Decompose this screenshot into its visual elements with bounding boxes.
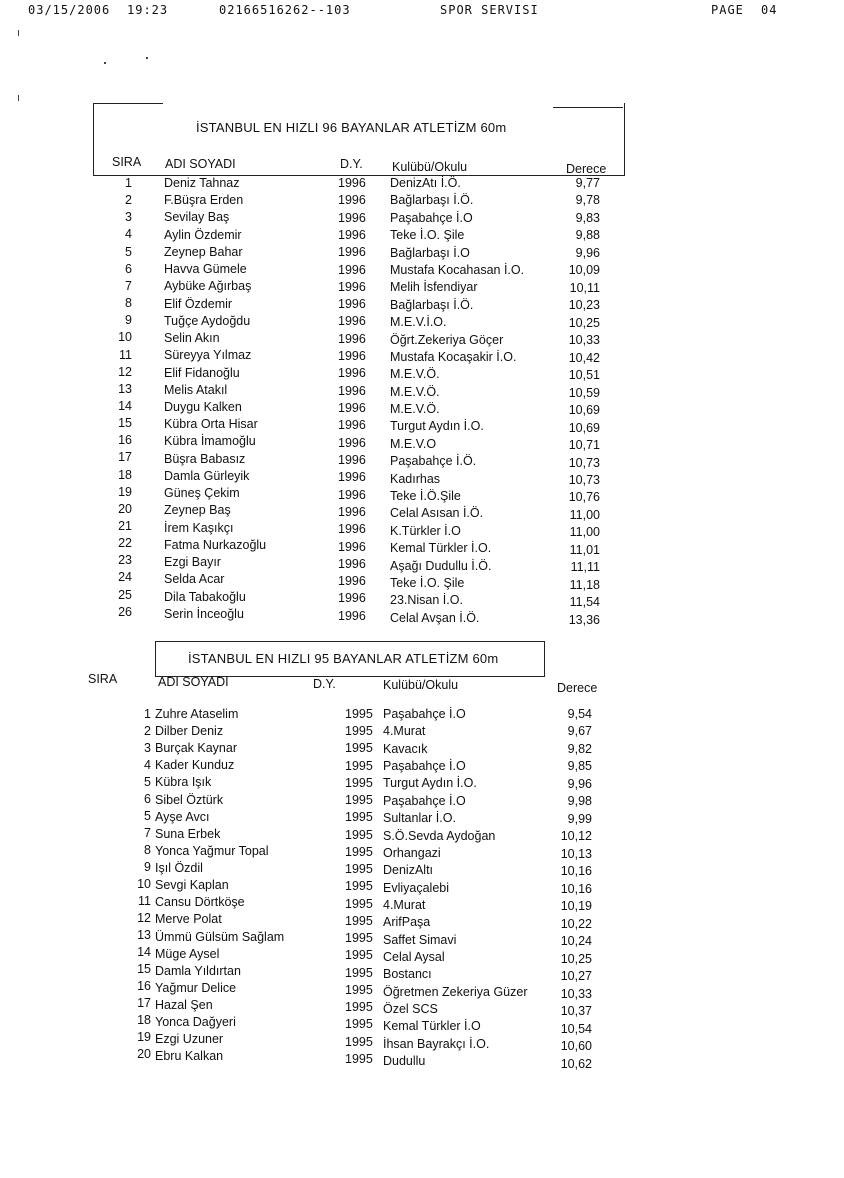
cell-rank: 15 <box>118 416 132 431</box>
cell-name: F.Büşra Erden <box>164 193 244 208</box>
cell-rank: 12 <box>118 364 132 379</box>
cell-club: Bağlarbaşı İ.Ö. <box>390 193 474 208</box>
cell-name: Müge Aysel <box>155 946 220 961</box>
cell-rank: 18 <box>118 467 132 482</box>
cell-rank: 6 <box>144 792 151 806</box>
cell-name: Sevilay Baş <box>164 210 230 225</box>
cell-rank: 5 <box>144 775 151 789</box>
cell-score: 9,85 <box>567 759 592 774</box>
cell-club: Melih İsfendiyar <box>390 280 478 295</box>
table1-title: İSTANBUL EN HIZLI 96 BAYANLAR ATLETİZM 60m <box>196 120 507 135</box>
cell-club: 4.Murat <box>383 897 426 912</box>
cell-name: Hazal Şen <box>155 998 213 1013</box>
cell-year: 1996 <box>338 366 366 381</box>
cell-rank: 4 <box>144 758 151 772</box>
cell-year: 1995 <box>345 948 373 963</box>
cell-club: Mustafa Kocaşakir İ.O. <box>390 349 517 364</box>
cell-rank: 25 <box>118 587 132 602</box>
cell-club: Evliyaçalebi <box>383 880 450 895</box>
cell-club: Paşabahçe İ.O <box>390 210 473 225</box>
cell-score: 10,33 <box>568 333 600 348</box>
cell-rank: 15 <box>137 962 151 976</box>
cell-name: Dila Tabakoğlu <box>164 589 246 604</box>
cell-name: Zuhre Ataselim <box>155 707 239 721</box>
cell-name: Ayşe Avcı <box>155 809 210 824</box>
cell-year: 1996 <box>338 401 366 416</box>
cell-rank: 1 <box>125 176 132 190</box>
cell-rank: 20 <box>118 501 132 516</box>
cell-score: 10,37 <box>560 1004 592 1019</box>
scan-speck <box>146 57 148 59</box>
cell-score: 13,36 <box>568 612 600 627</box>
table1-header-name: ADI SOYADI <box>165 157 236 171</box>
cell-name: Melis Atakıl <box>164 382 228 397</box>
cell-club: Paşabahçe İ.Ö. <box>390 454 477 469</box>
cell-name: Tuğçe Aydoğdu <box>164 313 251 328</box>
cell-name: Selin Akın <box>164 331 220 346</box>
table1-header-score: Derece <box>566 162 607 176</box>
cell-year: 1996 <box>338 487 366 502</box>
cell-club: Turgut Aydın İ.O. <box>383 776 477 791</box>
cell-club: Kadırhas <box>390 471 441 486</box>
cell-rank: 5 <box>125 244 132 259</box>
cell-year: 1996 <box>338 539 366 554</box>
cell-name: Güneş Çekim <box>164 486 240 501</box>
cell-name: Suna Erbek <box>155 826 221 841</box>
cell-club: Sultanlar İ.O. <box>383 811 456 826</box>
cell-name: Selda Acar <box>164 572 225 587</box>
cell-year: 1996 <box>338 435 366 450</box>
cell-club: Aşağı Dudullu İ.Ö. <box>390 558 492 573</box>
fax-header <box>0 3 844 19</box>
fax-sender: SPOR SERVISI <box>440 3 539 17</box>
cell-score: 9,98 <box>567 794 592 809</box>
cell-name: Yağmur Delice <box>155 980 237 995</box>
cell-year: 1996 <box>338 591 366 606</box>
cell-score: 10,73 <box>568 455 600 470</box>
cell-score: 9,88 <box>575 228 600 243</box>
cell-year: 1995 <box>345 1051 373 1066</box>
cell-score: 10,73 <box>568 472 600 487</box>
cell-score: 9,54 <box>567 707 592 721</box>
cell-club: 23.Nisan İ.O. <box>390 593 463 608</box>
cell-rank: 16 <box>118 433 132 448</box>
cell-score: 10,22 <box>560 916 592 931</box>
cell-rank: 20 <box>137 1047 151 1061</box>
cell-rank: 9 <box>125 313 132 328</box>
cell-score: 9,96 <box>567 776 592 791</box>
cell-name: Süreyya Yılmaz <box>164 348 252 363</box>
table2-header-score: Derece <box>557 681 598 695</box>
cell-year: 1996 <box>338 504 366 519</box>
cell-name: Damla Gürleyik <box>164 468 250 483</box>
cell-year: 1996 <box>338 193 366 208</box>
cell-year: 1995 <box>345 1034 373 1049</box>
cell-club: Teke İ.Ö.Şile <box>390 489 461 504</box>
cell-rank: 8 <box>125 296 132 311</box>
cell-club: Celal Avşan İ.Ö. <box>390 610 480 625</box>
table1-frame-top-left <box>93 103 163 104</box>
cell-club: Orhangazi <box>383 845 441 860</box>
cell-score: 11,01 <box>569 542 600 557</box>
cell-club: ArifPaşa <box>383 915 431 930</box>
cell-score: 10,71 <box>568 438 600 453</box>
cell-club: 4.Murat <box>383 724 426 739</box>
cell-year: 1996 <box>338 383 366 398</box>
cell-club: Öğrt.Zekeriya Göçer <box>390 332 504 347</box>
cell-name: Deniz Tahnaz <box>164 176 240 190</box>
cell-year: 1996 <box>338 227 366 242</box>
cell-name: Merve Polat <box>155 912 222 927</box>
cell-club: Bostancı <box>383 967 432 982</box>
cell-score: 10,11 <box>569 280 600 295</box>
cell-score: 10,62 <box>560 1056 592 1071</box>
cell-name: Duygu Kalken <box>164 399 242 414</box>
cell-name: Ezgi Bayır <box>164 555 221 570</box>
cell-year: 1995 <box>345 1000 373 1015</box>
cell-club: Özel SCS <box>383 1002 438 1017</box>
cell-rank: 6 <box>125 261 132 276</box>
cell-rank: 19 <box>137 1030 151 1044</box>
cell-year: 1996 <box>338 452 366 467</box>
cell-club: Kavacık <box>383 741 428 756</box>
table1-header-club: Kulübü/Okulu <box>392 160 468 174</box>
cell-score: 9,99 <box>567 811 592 826</box>
cell-year: 1996 <box>338 349 366 364</box>
scan-speck <box>18 95 19 101</box>
cell-club: Celal Aysal <box>383 950 445 965</box>
cell-club: K.Türkler İ.O <box>390 523 461 538</box>
cell-year: 1995 <box>345 758 373 773</box>
cell-name: Zeynep Bahar <box>164 244 243 259</box>
cell-name: Fatma Nurkazoğlu <box>164 537 267 552</box>
cell-name: Sevgi Kaplan <box>155 878 229 893</box>
cell-name: Yonca Yağmur Topal <box>155 843 269 858</box>
cell-year: 1996 <box>338 245 366 260</box>
cell-rank: 13 <box>118 381 132 396</box>
cell-score: 10,09 <box>568 263 600 278</box>
cell-club: Bağlarbaşı İ.Ö. <box>390 297 474 312</box>
cell-rank: 3 <box>125 210 132 225</box>
cell-name: Kübra İmamoğlu <box>164 434 256 449</box>
cell-year: 1995 <box>345 810 373 825</box>
cell-rank: 8 <box>144 843 151 857</box>
cell-score: 10,19 <box>560 899 592 914</box>
table2-header-name: ADI SOYADI <box>158 675 229 689</box>
cell-name: Aybüke Ağırbaş <box>164 279 252 294</box>
cell-rank: 11 <box>138 894 151 908</box>
scan-speck <box>18 30 19 36</box>
cell-rank: 12 <box>137 911 151 925</box>
cell-year: 1996 <box>338 314 366 329</box>
cell-score: 10,42 <box>568 350 600 365</box>
cell-rank: 11 <box>119 347 132 362</box>
cell-name: Ümmü Gülsüm Sağlam <box>155 929 285 944</box>
cell-club: Kemal Türkler İ.O. <box>390 541 492 556</box>
cell-club: Paşabahçe İ.O <box>383 759 466 774</box>
cell-year: 1996 <box>338 210 366 225</box>
cell-score: 10,69 <box>568 420 600 435</box>
cell-score: 10,16 <box>560 864 592 879</box>
fax-date: 03/15/2006 <box>28 3 111 17</box>
cell-score: 10,60 <box>560 1039 592 1054</box>
cell-score: 9,96 <box>575 245 600 260</box>
cell-rank: 2 <box>144 724 151 738</box>
cell-year: 1996 <box>338 279 366 294</box>
cell-score: 11,00 <box>569 507 600 522</box>
cell-year: 1995 <box>345 965 373 980</box>
cell-name: Dilber Deniz <box>155 724 224 739</box>
cell-rank: 5 <box>144 809 151 823</box>
cell-club: Bağlarbaşı İ.O <box>390 245 470 260</box>
cell-rank: 24 <box>118 570 132 585</box>
cell-score: 10,33 <box>560 986 592 1001</box>
fax-time: 19:23 <box>127 3 169 17</box>
cell-rank: 7 <box>125 278 132 293</box>
cell-year: 1995 <box>345 775 373 790</box>
cell-rank: 17 <box>118 450 132 465</box>
cell-score: 10,54 <box>560 1021 592 1036</box>
cell-year: 1995 <box>345 879 373 894</box>
cell-club: Öğretmen Zekeriya Güzer <box>383 984 528 999</box>
cell-rank: 21 <box>118 519 132 533</box>
cell-year: 1995 <box>345 741 373 756</box>
cell-score: 9,77 <box>575 176 600 190</box>
cell-year: 1995 <box>345 844 373 859</box>
cell-year: 1995 <box>345 707 373 721</box>
cell-club: Kemal Türkler İ.O <box>383 1019 481 1034</box>
cell-rank: 7 <box>144 826 151 840</box>
cell-name: Zeynep Baş <box>164 503 231 518</box>
cell-name: Cansu Dörtköşe <box>155 895 245 910</box>
cell-name: Burçak Kaynar <box>155 741 237 756</box>
cell-name: Ezgi Uzuner <box>155 1032 224 1047</box>
cell-year: 1995 <box>345 931 373 946</box>
cell-year: 1995 <box>345 982 373 997</box>
table1-header-rank: SIRA <box>112 155 142 169</box>
cell-rank: 22 <box>118 536 132 551</box>
cell-club: Teke İ.O. Şile <box>390 228 465 243</box>
cell-score: 10,16 <box>560 881 592 896</box>
table2-header-rank: SIRA <box>88 672 118 686</box>
cell-year: 1996 <box>338 331 366 346</box>
cell-score: 10,69 <box>568 403 600 418</box>
cell-score: 9,82 <box>567 741 592 756</box>
cell-rank: 14 <box>137 945 151 959</box>
cell-year: 1995 <box>345 827 373 842</box>
cell-club: S.Ö.Sevda Aydoğan <box>383 828 496 843</box>
table2-header-year: D.Y. <box>313 677 336 691</box>
cell-club: Dudullu <box>383 1054 426 1069</box>
cell-rank: 3 <box>144 741 151 755</box>
cell-name: Damla Yıldırtan <box>155 963 241 978</box>
cell-year: 1996 <box>338 574 366 589</box>
table1-header-year: D.Y. <box>340 157 363 171</box>
cell-score: 10,27 <box>560 969 592 984</box>
table2-header-club: Kulübü/Okulu <box>383 678 459 692</box>
cell-name: Elif Özdemir <box>164 296 233 311</box>
cell-rank: 10 <box>137 877 151 891</box>
cell-rank: 23 <box>118 553 132 568</box>
cell-year: 1996 <box>338 418 366 433</box>
fax-number: 02166516262--103 <box>219 3 351 17</box>
cell-score: 11,54 <box>569 595 600 610</box>
cell-score: 10,25 <box>560 951 592 966</box>
cell-club: İhsan Bayrakçı İ.O. <box>383 1036 490 1051</box>
cell-name: Aylin Özdemir <box>164 227 242 242</box>
cell-name: Büşra Babasız <box>164 451 246 466</box>
cell-score: 11,18 <box>569 577 600 592</box>
cell-rank: 9 <box>144 860 151 874</box>
cell-club: Paşabahçe İ.O <box>383 707 466 721</box>
cell-score: 10,13 <box>560 846 592 861</box>
cell-rank: 17 <box>137 996 151 1010</box>
table1-frame-top-right <box>553 107 623 108</box>
cell-club: Saffet Simavi <box>383 932 457 947</box>
cell-rank: 18 <box>137 1013 151 1027</box>
cell-year: 1995 <box>345 896 373 911</box>
cell-club: M.E.V.O <box>390 436 437 451</box>
cell-name: Havva Gümele <box>164 262 247 277</box>
scan-speck <box>104 62 106 64</box>
cell-name: Yonca Dağyeri <box>155 1015 236 1030</box>
cell-name: İrem Kaşıkçı <box>164 520 234 535</box>
cell-year: 1995 <box>345 793 373 808</box>
cell-score: 10,23 <box>568 298 600 313</box>
cell-rank: 13 <box>137 928 151 942</box>
cell-rank: 1 <box>144 707 151 721</box>
cell-score: 10,76 <box>568 490 600 505</box>
cell-score: 9,83 <box>575 210 600 225</box>
cell-rank: 26 <box>118 604 132 619</box>
cell-score: 10,25 <box>568 315 600 330</box>
cell-score: 11,00 <box>569 525 600 540</box>
cell-club: M.E.V.Ö. <box>390 384 440 399</box>
cell-score: 10,51 <box>568 368 600 383</box>
cell-year: 1996 <box>338 522 366 537</box>
cell-year: 1995 <box>345 862 373 877</box>
cell-rank: 4 <box>125 227 132 242</box>
cell-name: Sibel Öztürk <box>155 792 224 807</box>
cell-rank: 14 <box>118 398 132 413</box>
cell-score: 10,12 <box>560 829 592 844</box>
cell-name: Kübra Orta Hisar <box>164 417 258 432</box>
table2-title: İSTANBUL EN HIZLI 95 BAYANLAR ATLETİZM 60m <box>188 651 499 666</box>
cell-year: 1995 <box>345 724 373 739</box>
cell-score: 10,59 <box>568 385 600 400</box>
cell-club: Paşabahçe İ.O <box>383 793 466 808</box>
cell-name: Serin İnceoğlu <box>164 606 244 621</box>
cell-name: Elif Fidanoğlu <box>164 365 240 380</box>
cell-year: 1996 <box>338 470 366 485</box>
cell-year: 1996 <box>338 262 366 277</box>
cell-score: 10,24 <box>560 934 592 949</box>
cell-year: 1996 <box>338 608 366 623</box>
cell-year: 1995 <box>345 1017 373 1032</box>
cell-name: Ebru Kalkan <box>155 1049 224 1064</box>
cell-score: 9,78 <box>575 193 600 208</box>
cell-name: Kübra Işık <box>155 775 212 790</box>
cell-score: 9,67 <box>567 724 592 739</box>
cell-club: M.E.V.İ.O. <box>390 315 447 330</box>
cell-rank: 2 <box>125 193 132 208</box>
cell-club: Teke İ.O. Şile <box>390 575 465 590</box>
cell-year: 1996 <box>338 556 366 571</box>
cell-club: M.E.V.Ö. <box>390 367 440 382</box>
cell-club: DenizAltı <box>383 863 434 878</box>
cell-club: M.E.V.Ö. <box>390 402 440 417</box>
cell-club: DenizAtı İ.Ö. <box>390 176 461 190</box>
cell-club: Celal Asısan İ.Ö. <box>390 506 484 521</box>
cell-year: 1996 <box>338 297 366 312</box>
cell-club: Turgut Aydın İ.O. <box>390 419 484 434</box>
cell-rank: 19 <box>118 484 132 499</box>
cell-name: Kader Kunduz <box>155 758 235 773</box>
fax-page-number: 04 <box>761 3 778 17</box>
cell-rank: 16 <box>137 979 151 993</box>
cell-year: 1995 <box>345 913 373 928</box>
cell-year: 1996 <box>338 176 366 190</box>
cell-club: Mustafa Kocahasan İ.O. <box>390 262 525 277</box>
fax-page-label: PAGE <box>711 3 744 17</box>
cell-name: Işıl Özdil <box>155 861 203 876</box>
cell-score: 11,11 <box>570 560 600 575</box>
cell-rank: 10 <box>118 330 132 345</box>
